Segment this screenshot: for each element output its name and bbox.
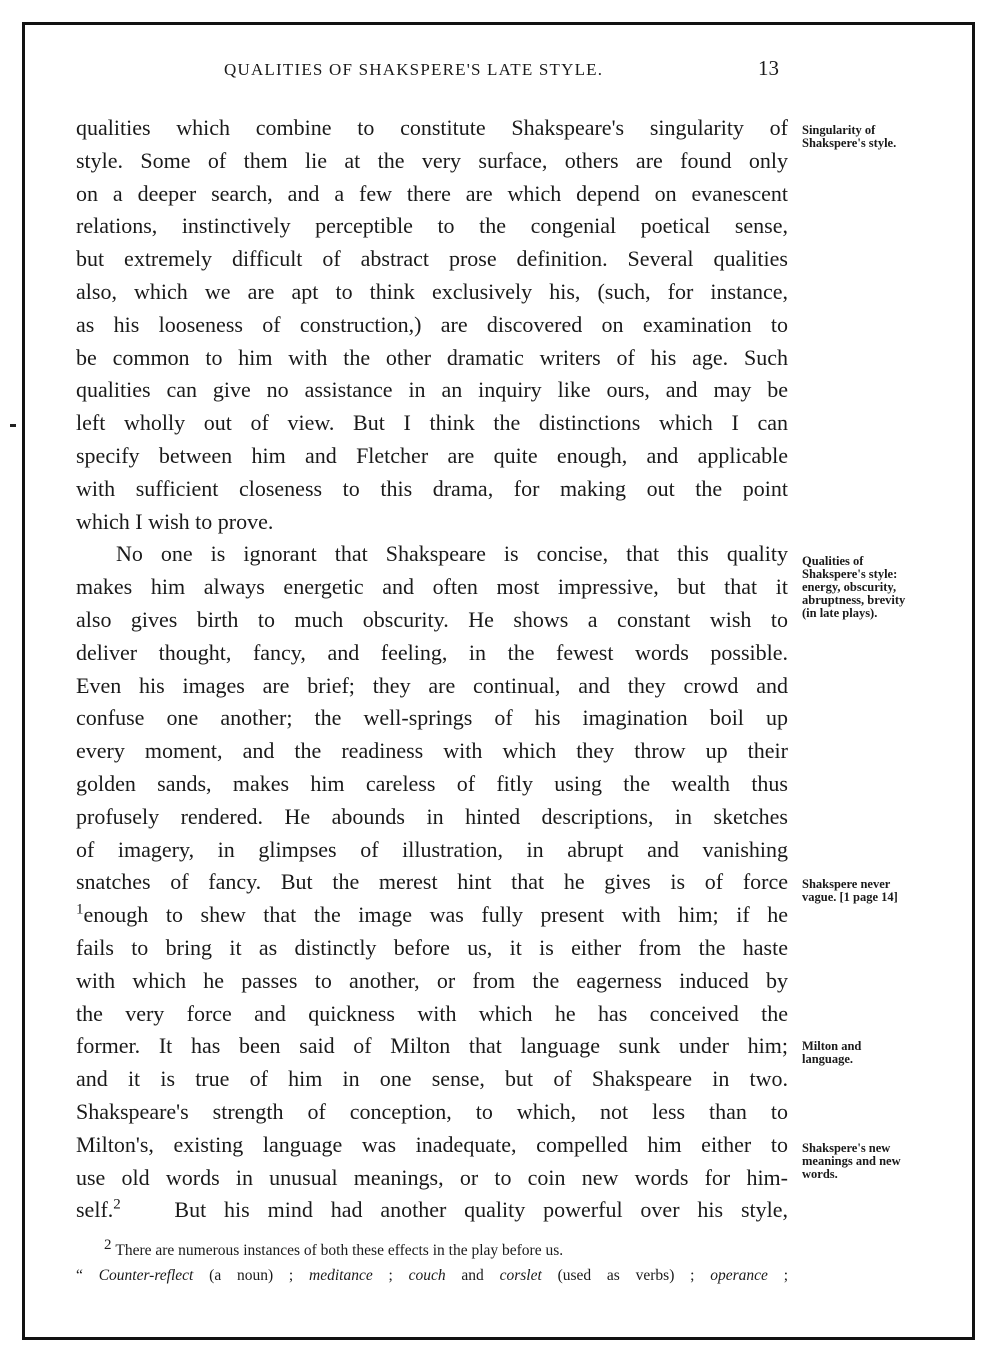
footnote: [76, 1238, 788, 1288]
text-line: but extremely difficult of abstract prose definition. Several qualities: [76, 246, 788, 272]
text-line: the very force and quickness with which he has conceived the: [76, 1000, 788, 1026]
side-note-singularity: Singularity of Shakspere's style.: [802, 123, 897, 150]
page-header: [0, 56, 1000, 90]
margin-mark: [10, 424, 16, 427]
text-line: use old words in unusual meanings, or to coin new words for him-: [76, 1164, 788, 1190]
text-line: fails to bring it as distinctly before us, it is either from the haste: [76, 934, 788, 960]
page-ref-marker: 1: [76, 901, 84, 918]
text-fragment: But his mind had another quality powerful over his style,: [174, 1197, 788, 1223]
footnote-line: [76, 1238, 788, 1263]
text-line: also, which we are apt to think exclusively his, (such, for instance,: [76, 278, 788, 304]
footnote-fragment: ;: [372, 1267, 409, 1284]
text-line: enough to shew that the image was fully present with him; if he: [83, 902, 788, 928]
side-note-never-vague: Shakspere never vague. [1 page 14]: [802, 877, 898, 904]
text-line: makes him always energetic and often most impressive, but that it: [76, 574, 788, 600]
footnote-line: [76, 1263, 788, 1288]
term: meditance: [309, 1267, 373, 1284]
text-line: specify between him and Fletcher are quite enough, and applicable: [76, 442, 788, 468]
footnote-text: There are numerous instances of both these effects in the play before us.: [115, 1242, 564, 1259]
text-line: be common to him with the other dramatic writers of his age. Such: [76, 344, 788, 370]
footnote-ref: 2: [113, 1196, 121, 1213]
text-line: left wholly out of view. But I think the distinctions which I can: [76, 410, 788, 436]
body-text: [76, 112, 788, 1227]
text-line: snatches of fancy. But the merest hint that he gives is of force: [76, 869, 788, 895]
text-line-with-footnote-ref: [76, 1194, 788, 1227]
text-line-with-marker: [76, 899, 788, 932]
text-line: on a deeper search, and a few there are which depend on evanescent: [76, 180, 788, 206]
text-line: with sufficient closeness to this drama, for making out the point: [76, 475, 788, 501]
text-line: every moment, and the readiness with which they throw up their: [76, 738, 788, 764]
text-line: with which he passes to another, or from the eagerness induced by: [76, 967, 788, 993]
text-line: confuse one another; the well-springs of his imagination boil up: [76, 705, 788, 731]
side-note-milton: Milton and language.: [802, 1039, 862, 1066]
footnote-fragment: and: [445, 1267, 500, 1284]
page-number: 13: [758, 56, 779, 80]
side-note-qualities: Qualities of Shakspere's style: energy, obscurity, abruptness, brevity (in late plays).: [802, 554, 906, 620]
text-line: golden sands, makes him careless of fitly using the wealth thus: [76, 770, 788, 796]
text-line: former. It has been said of Milton that language sunk under him;: [76, 1033, 788, 1059]
footnote-number: 2: [104, 1236, 112, 1253]
paragraph-start-line: No one is ignorant that Shakspeare is concise, that this quality: [116, 541, 788, 567]
footnote-fragment: (a noun) ;: [193, 1267, 310, 1284]
text-line: relations, instinctively perceptible to the congenial poetical sense,: [76, 213, 788, 239]
text-line: also gives birth to much obscurity. He shows a constant wish to: [76, 606, 788, 632]
running-title: QUALITIES OF SHAKSPERE'S LATE STYLE.: [224, 60, 604, 79]
footnote-fragment: (used as verbs) ;: [541, 1267, 711, 1284]
side-note-new-words: Shakspere's new meanings and new words.: [802, 1141, 901, 1181]
text-line: of imagery, in glimpses of illustration, in abrupt and vanishing: [76, 836, 788, 862]
term: Counter-reflect: [98, 1267, 194, 1284]
text-line: Even his images are brief; they are continual, and they crowd and: [76, 672, 788, 698]
text-line: Milton's, existing language was inadequate, compelled him either to: [76, 1131, 788, 1157]
text-line: deliver thought, fancy, and feeling, in the fewest words possible.: [76, 639, 788, 665]
term: operance: [710, 1267, 768, 1284]
text-fragment: self.: [76, 1197, 114, 1223]
text-line: Shakspeare's strength of conception, to which, not less than to: [76, 1098, 788, 1124]
text-line: profusely rendered. He abounds in hinted descriptions, in sketches: [76, 803, 788, 829]
quote-mark: “: [76, 1267, 83, 1284]
text-line: qualities which combine to constitute Shakspeare's singularity of: [76, 115, 788, 140]
text-line: and it is true of him in one sense, but of Shakspeare in two.: [76, 1066, 788, 1092]
text-line: style. Some of them lie at the very surface, others are found only: [76, 147, 788, 173]
term: couch: [408, 1267, 446, 1284]
term: corslet: [499, 1267, 542, 1284]
text-line: as his looseness of construction,) are discovered on examination to: [76, 311, 788, 337]
footnote-fragment: ;: [767, 1267, 789, 1284]
text-line: which I wish to prove.: [76, 508, 274, 534]
text-line: qualities can give no assistance in an inquiry like ours, and may be: [76, 377, 788, 403]
